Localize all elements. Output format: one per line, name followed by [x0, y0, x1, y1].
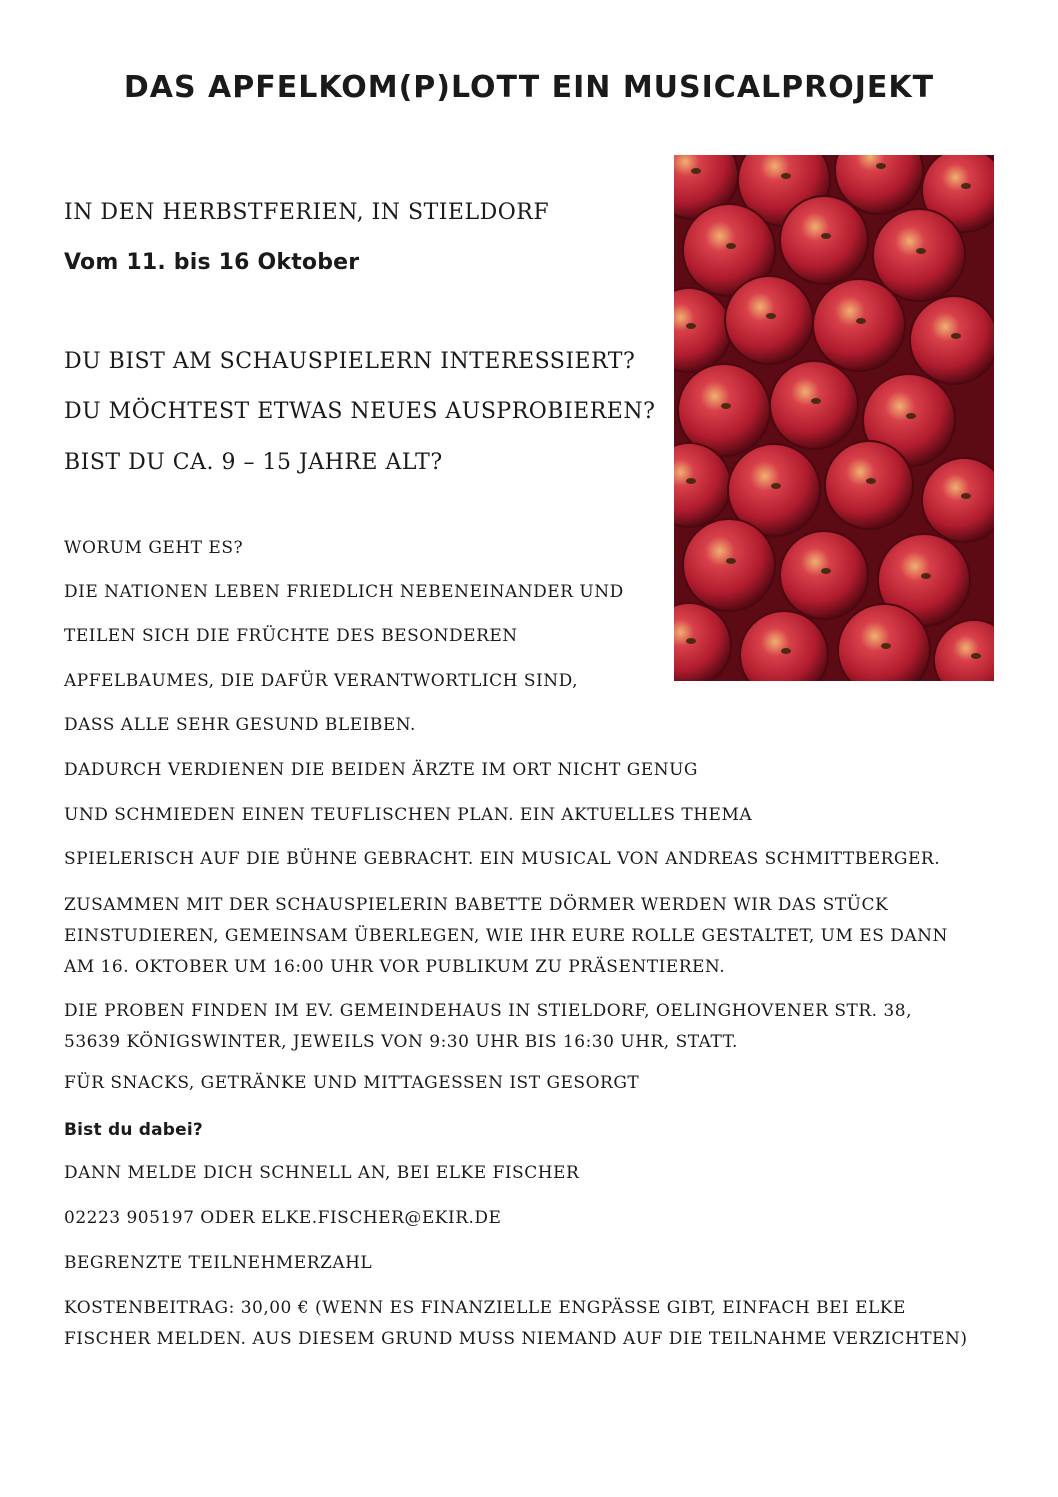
apple-stem-shape	[771, 483, 781, 489]
intro-dates: Vom 11. bis 16 Oktober	[64, 250, 360, 275]
intro-when-where: IN DEN HERBSTFERIEN, IN STIELDORF	[64, 200, 550, 225]
apple-stem-shape	[766, 313, 776, 319]
apple-shape	[780, 531, 868, 619]
apple-stem-shape	[686, 478, 696, 484]
apple-stem-shape	[881, 643, 891, 649]
signup-limit: BEGRENZTE TEILNEHMERZAHL	[64, 1253, 373, 1273]
catering-note: FÜR SNACKS, GETRÄNKE UND MITTAGESSEN IST GESORGT	[64, 1073, 640, 1093]
question-acting: DU BIST AM SCHAUSPIELERN INTERESSIERT?	[64, 349, 636, 374]
story-line: DADURCH VERDIENEN DIE BEIDEN ÄRZTE IM ORT NICHT GENUG	[64, 760, 698, 780]
cost-paragraph: KOSTENBEITRAG: 30,00 € (WENN ES FINANZIELLE ENGPÄSSE GIBT, EINFACH BEI ELKE FISCHER MELDEN. AUS DIESEM GRUND MUSS NIEMAND AUF DIE TEILNAHME VERZICHTEN)	[64, 1298, 968, 1349]
apple-stem-shape	[906, 413, 916, 419]
apple-stem-shape	[866, 478, 876, 484]
story-line: TEILEN SICH DIE FRÜCHTE DES BESONDEREN	[64, 626, 518, 646]
apple-stem-shape	[961, 183, 971, 189]
apple-shape	[683, 519, 775, 611]
apple-stem-shape	[781, 648, 791, 654]
apple-shape	[780, 196, 868, 284]
apples-photo	[674, 155, 994, 681]
story-heading: WORUM GEHT ES?	[64, 538, 244, 558]
question-age: BIST DU CA. 9 – 15 JAHRE ALT?	[64, 450, 443, 475]
signup-contact: DANN MELDE DICH SCHNELL AN, BEI ELKE FISCHER	[64, 1163, 580, 1183]
apple-stem-shape	[921, 573, 931, 579]
story-line: DIE NATIONEN LEBEN FRIEDLICH NEBENEINANDER UND	[64, 582, 624, 602]
apple-shape	[922, 458, 994, 542]
apple-stem-shape	[726, 558, 736, 564]
location-paragraph: DIE PROBEN FINDEN IM EV. GEMEINDEHAUS IN STIELDORF, OELINGHOVENER STR. 38, 53639 KÖNIGSWINTER, JEWEILS VON 9:30 UHR BIS 16:30 UHR, STATT.	[64, 1001, 912, 1052]
apple-stem-shape	[721, 403, 731, 409]
apple-stem-shape	[686, 638, 696, 644]
apple-stem-shape	[781, 173, 791, 179]
apple-shape	[725, 276, 813, 364]
apple-stem-shape	[691, 168, 701, 174]
apple-shape	[825, 441, 913, 529]
apple-stem-shape	[821, 233, 831, 239]
apple-stem-shape	[686, 323, 696, 329]
apple-shape	[910, 296, 994, 384]
apple-shape	[813, 279, 905, 371]
apple-stem-shape	[876, 163, 886, 169]
apple-stem-shape	[821, 568, 831, 574]
signup-heading: Bist du dabei?	[64, 1120, 203, 1140]
apple-stem-shape	[961, 493, 971, 499]
question-new: DU MÖCHTEST ETWAS NEUES AUSPROBIEREN?	[64, 399, 656, 424]
story-line: DASS ALLE SEHR GESUND BLEIBEN.	[64, 715, 416, 735]
apple-stem-shape	[971, 653, 981, 659]
apple-stem-shape	[811, 398, 821, 404]
rehearsal-plan-paragraph: ZUSAMMEN MIT DER SCHAUSPIELERIN BABETTE DÖRMER WERDEN WIR DAS STÜCK EINSTUDIEREN, GEMEINSAM ÜBERLEGEN, WIE IHR EURE ROLLE GESTALTET, UM ES DANN AM 16. OKTOBER UM 16:00 UHR VOR PUBLIKUM ZU PRÄSENTIEREN.	[64, 895, 948, 977]
apple-stem-shape	[726, 243, 736, 249]
flyer-title: DAS APFELKOM(P)LOTT EIN MUSICALPROJEKT	[123, 70, 935, 105]
signup-phone-email: 02223 905197 ODER ELKE.FISCHER@EKIR.DE	[64, 1208, 502, 1228]
apple-stem-shape	[856, 318, 866, 324]
apple-stem-shape	[951, 333, 961, 339]
apple-stem-shape	[916, 248, 926, 254]
story-line: UND SCHMIEDEN EINEN TEUFLISCHEN PLAN. EIN AKTUELLES THEMA	[64, 805, 753, 825]
story-line: APFELBAUMES, DIE DAFÜR VERANTWORTLICH SIND,	[64, 671, 578, 691]
apple-shape	[770, 361, 858, 449]
story-line: SPIELERISCH AUF DIE BÜHNE GEBRACHT. EIN MUSICAL VON ANDREAS SCHMITTBERGER.	[64, 849, 941, 869]
